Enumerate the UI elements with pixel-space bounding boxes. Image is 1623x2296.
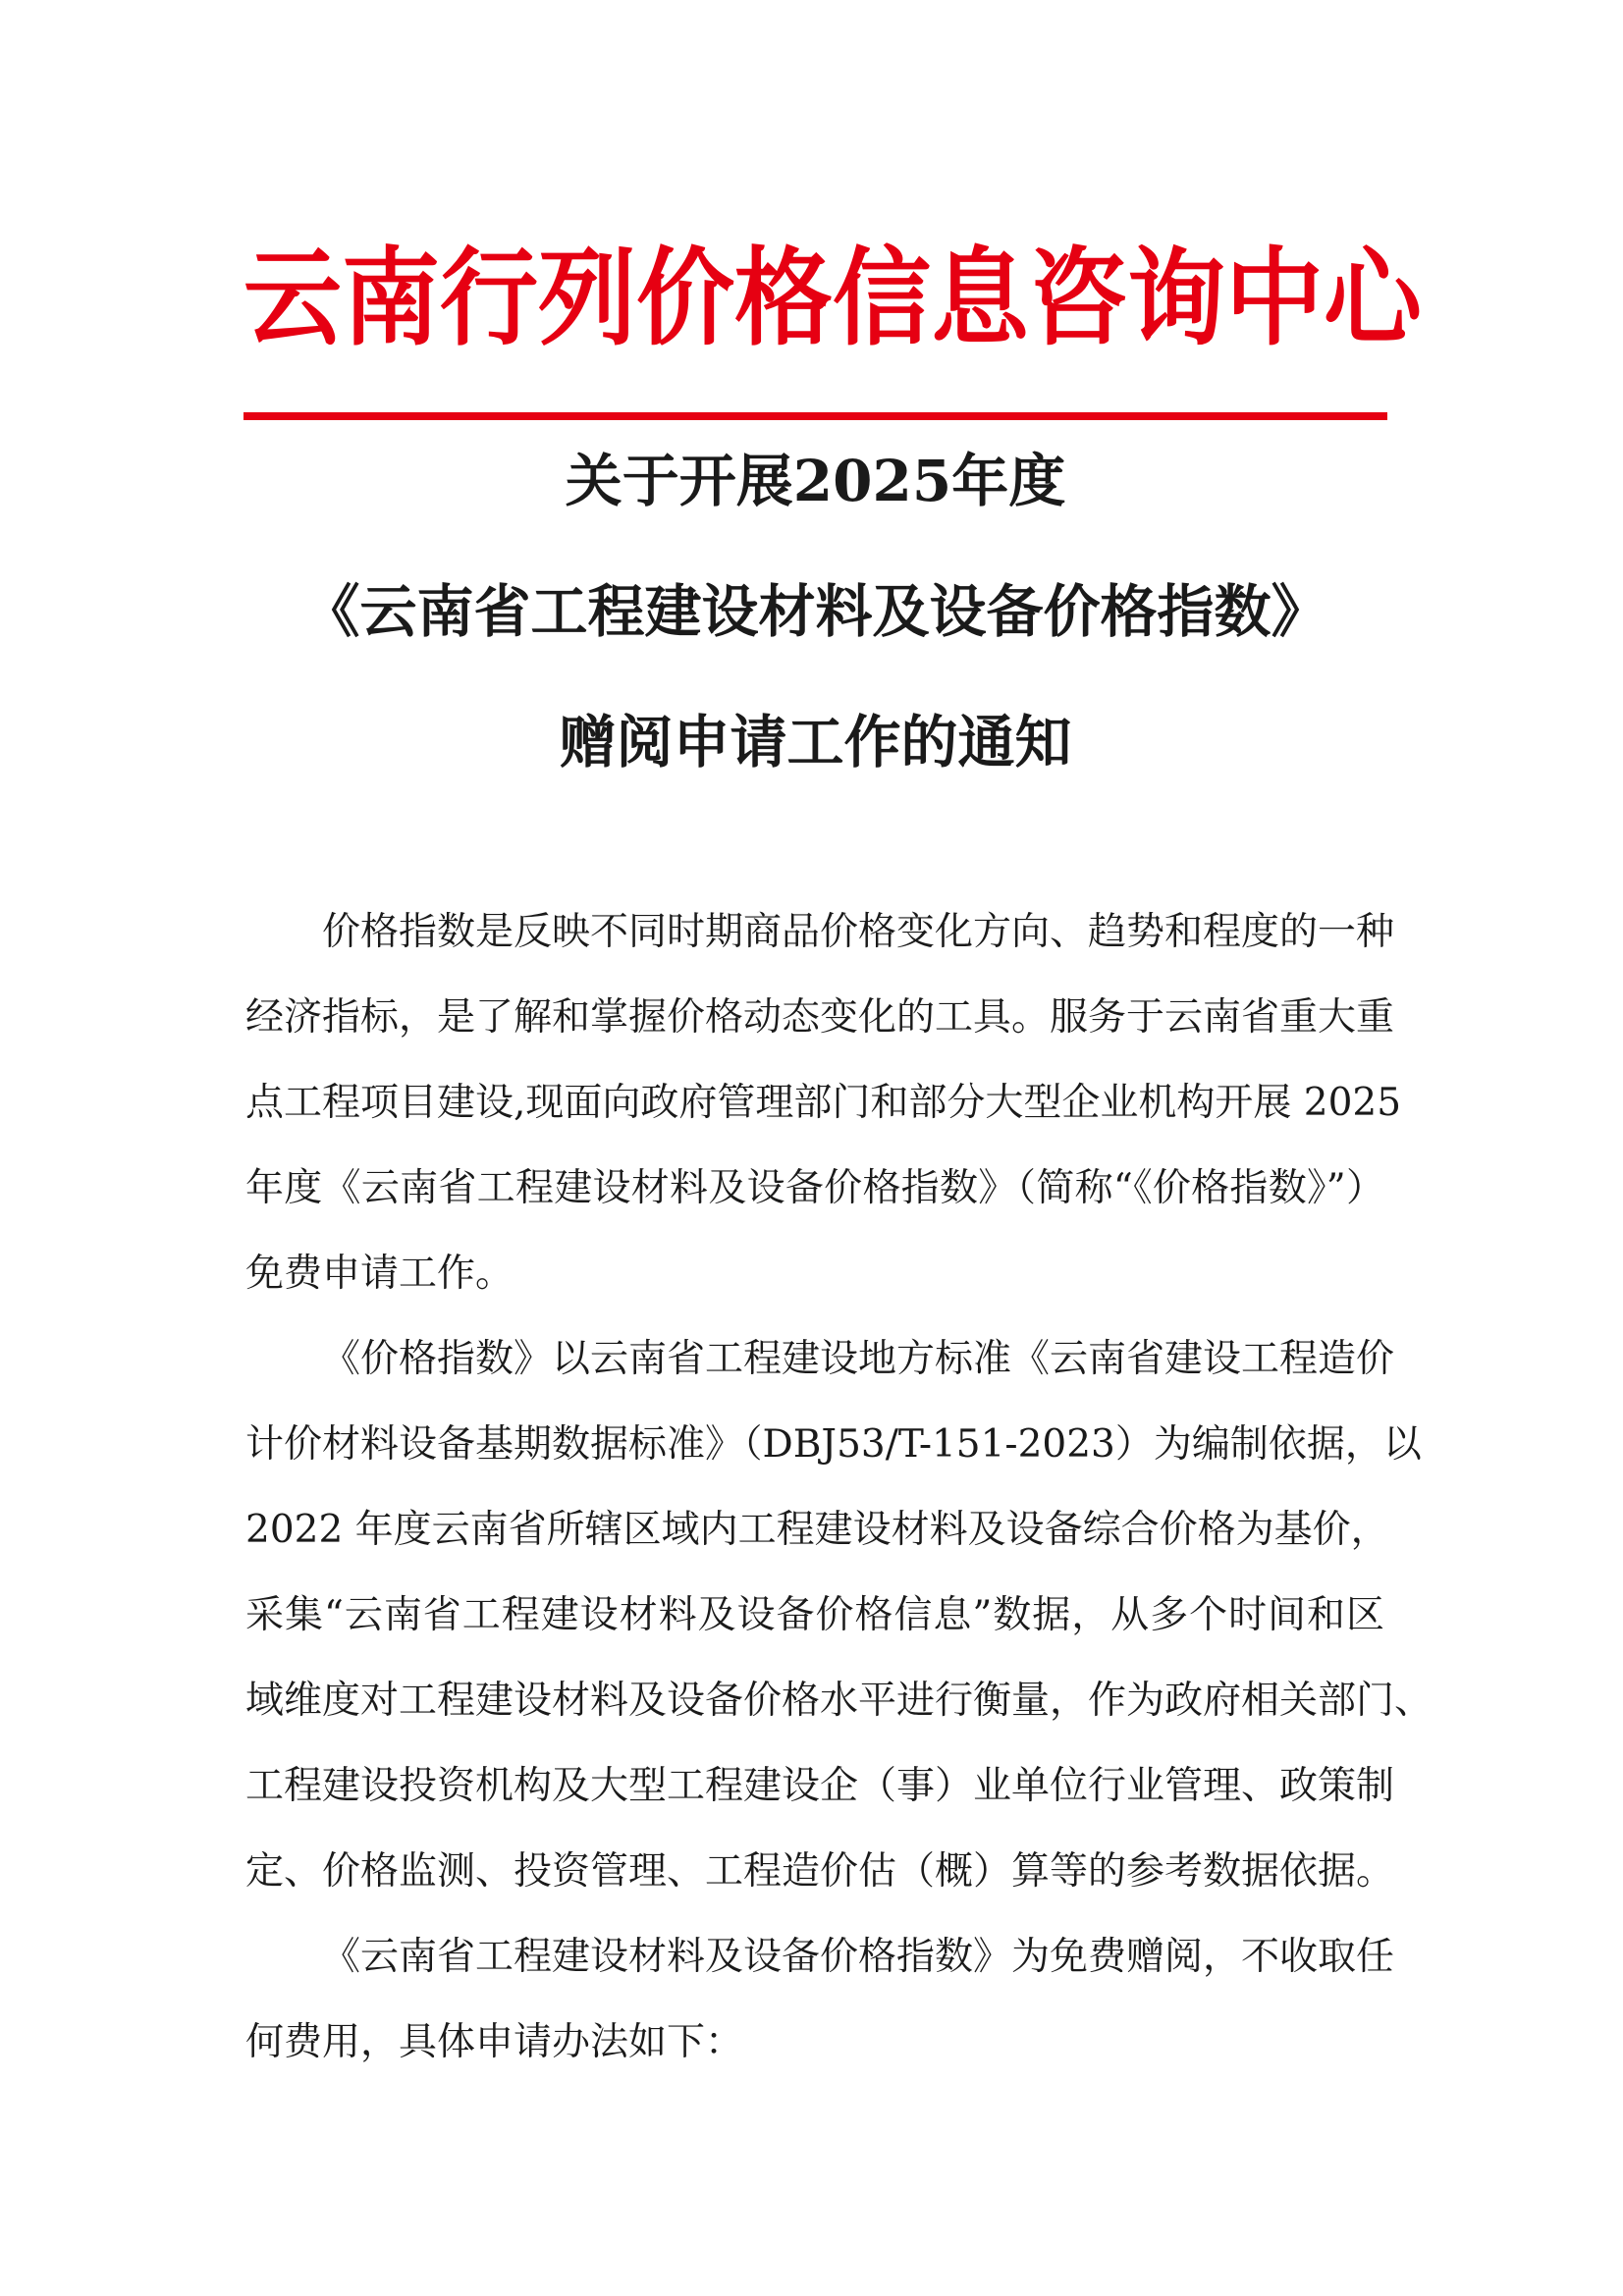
body-line: 免费申请工作。 xyxy=(245,1252,514,1296)
org-char: 云 xyxy=(243,235,342,360)
body-line: 年度《云南省工程建设材料及设备价格指数》（简称“《价格指数》”） xyxy=(245,1166,1384,1210)
body-line: 《价格指数》以云南省工程建设地方标准《云南省建设工程造价 xyxy=(322,1337,1395,1381)
org-char: 咨 xyxy=(1029,235,1127,360)
notice-title-line-3: 赠阅申请工作的通知 xyxy=(559,709,1072,775)
body-line: 2022 年度云南省所辖区域内工程建设材料及设备综合价格为基价， xyxy=(245,1508,1389,1552)
org-char: 价 xyxy=(636,235,734,360)
org-char: 心 xyxy=(1324,235,1422,360)
org-char: 行 xyxy=(440,235,538,360)
org-char: 格 xyxy=(734,235,833,360)
notice-title-line-1: 关于开展2025年度 xyxy=(565,448,1066,514)
organization-header xyxy=(243,234,1422,361)
org-char: 中 xyxy=(1225,235,1324,360)
body-line: 价格指数是反映不同时期商品价格变化方向、趋势和程度的一种 xyxy=(322,910,1395,954)
body-line: 域维度对工程建设材料及设备价格水平进行衡量，作为政府相关部门、 xyxy=(245,1679,1434,1723)
body-line: 经济指标，是了解和掌握价格动态变化的工具。服务于云南省重大重 xyxy=(245,995,1395,1040)
header-divider xyxy=(243,412,1387,420)
org-char: 列 xyxy=(538,235,636,360)
org-char: 息 xyxy=(931,235,1029,360)
body-line: 计价材料设备基期数据标准》（DBJ53/T-151-2023）为编制依据，以 xyxy=(245,1422,1422,1467)
org-char: 南 xyxy=(342,235,440,360)
body-line: 采集“云南省工程建设材料及设备价格信息”数据，从多个时间和区 xyxy=(245,1593,1384,1637)
body-line: 《云南省工程建设材料及设备价格指数》为免费赠阅，不收取任 xyxy=(322,1935,1395,1979)
org-char: 信 xyxy=(833,235,931,360)
notice-title-line-2: 《云南省工程建设材料及设备价格指数》 xyxy=(302,578,1328,645)
body-line: 点工程项目建设,现面向政府管理部门和部分大型企业机构开展 2025 xyxy=(245,1081,1402,1125)
org-char: 询 xyxy=(1127,235,1225,360)
body-line: 定、价格监测、投资管理、工程造价估（概）算等的参考数据依据。 xyxy=(245,1849,1395,1894)
body-line: 何费用，具体申请办法如下： xyxy=(245,2020,744,2064)
body-line: 工程建设投资机构及大型工程建设企（事）业单位行业管理、政策制 xyxy=(245,1764,1395,1808)
